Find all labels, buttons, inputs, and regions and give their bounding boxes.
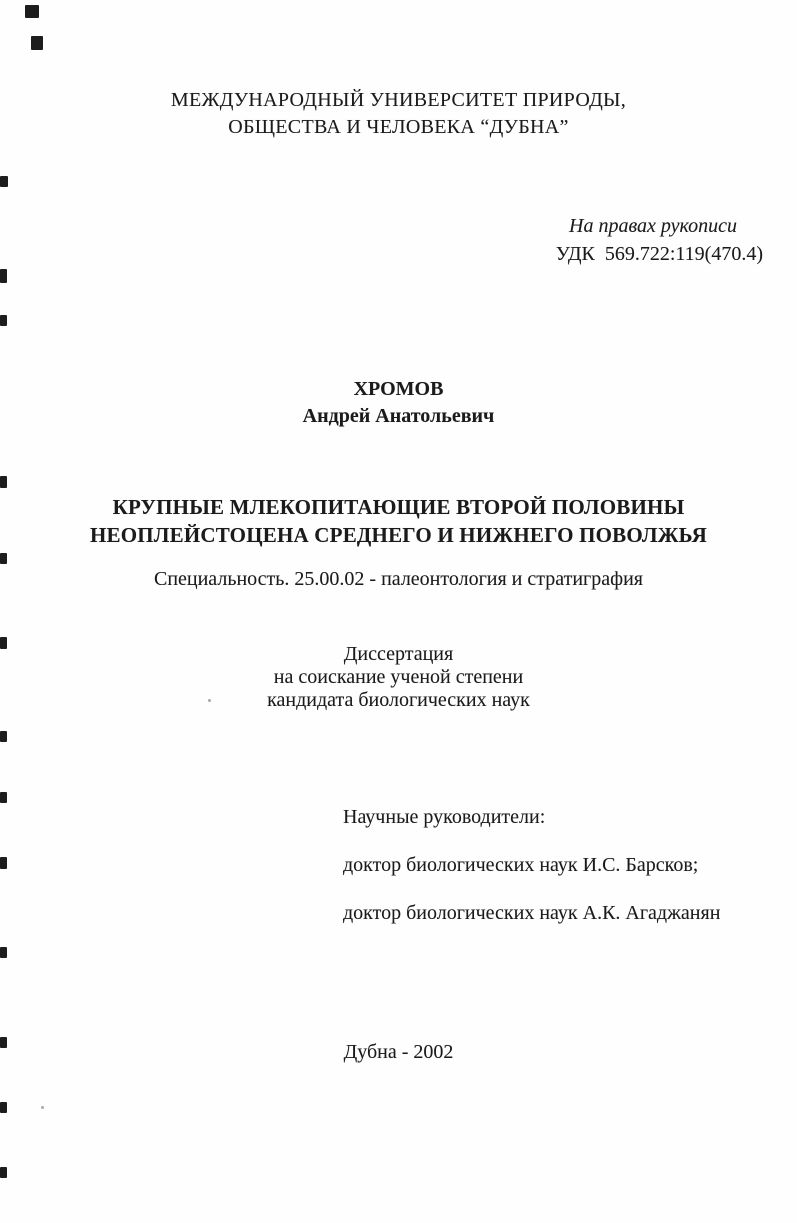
scan-mark	[31, 36, 43, 50]
author-surname: ХРОМОВ	[353, 378, 444, 400]
thesis-line-2: на соискание ученой степени	[273, 666, 524, 688]
title-line-2: НЕОПЛЕЙСТОЦЕНА СРЕДНЕГО И НИЖНЕГО ПОВОЛЖЬЯ	[89, 523, 708, 547]
scan-mark	[0, 553, 7, 564]
scan-mark	[0, 792, 7, 803]
supervisors-block	[343, 807, 720, 951]
scan-mark	[0, 315, 7, 326]
supervisors-heading: Научные руководители:	[343, 806, 546, 828]
city-year: Дубна - 2002	[343, 1041, 454, 1063]
scan-mark	[25, 5, 39, 18]
supervisor-entry: доктор биологических наук А.К. Агаджанян	[343, 902, 721, 924]
scan-mark	[0, 857, 7, 869]
thesis-type-block	[0, 643, 797, 712]
thesis-line-1: Диссертация	[343, 643, 454, 665]
university-name	[0, 87, 797, 141]
dissertation-title	[0, 493, 797, 549]
scan-mark	[0, 176, 8, 187]
supervisor-entry: доктор биологических наук И.С. Барсков;	[343, 854, 699, 876]
udk-number: УДК 569.722:119(470.4)	[555, 243, 763, 265]
specialty-line: Специальность. 25.00.02 - палеонтология и стратиграфия	[153, 568, 643, 590]
scan-mark	[0, 269, 7, 283]
manuscript-note: На правах рукописи	[569, 215, 737, 237]
manuscript-block	[556, 212, 763, 268]
scan-mark	[0, 731, 7, 742]
university-line-2: ОБЩЕСТВА И ЧЕЛОВЕКА “ДУБНА”	[228, 116, 569, 138]
scan-mark	[0, 1102, 7, 1113]
scan-mark	[0, 947, 7, 958]
university-line-1: МЕЖДУНАРОДНЫЙ УНИВЕРСИТЕТ ПРИРОДЫ,	[170, 89, 627, 111]
title-line-1: КРУПНЫЕ МЛЕКОПИТАЮЩИЕ ВТОРОЙ ПОЛОВИНЫ	[112, 495, 685, 519]
thesis-line-3: кандидата биологических наук	[267, 689, 530, 711]
scan-mark	[0, 476, 7, 488]
scan-speck	[41, 1106, 44, 1109]
scan-mark	[0, 1167, 7, 1178]
author-block	[0, 376, 797, 430]
author-name: Андрей Анатольевич	[302, 405, 495, 427]
